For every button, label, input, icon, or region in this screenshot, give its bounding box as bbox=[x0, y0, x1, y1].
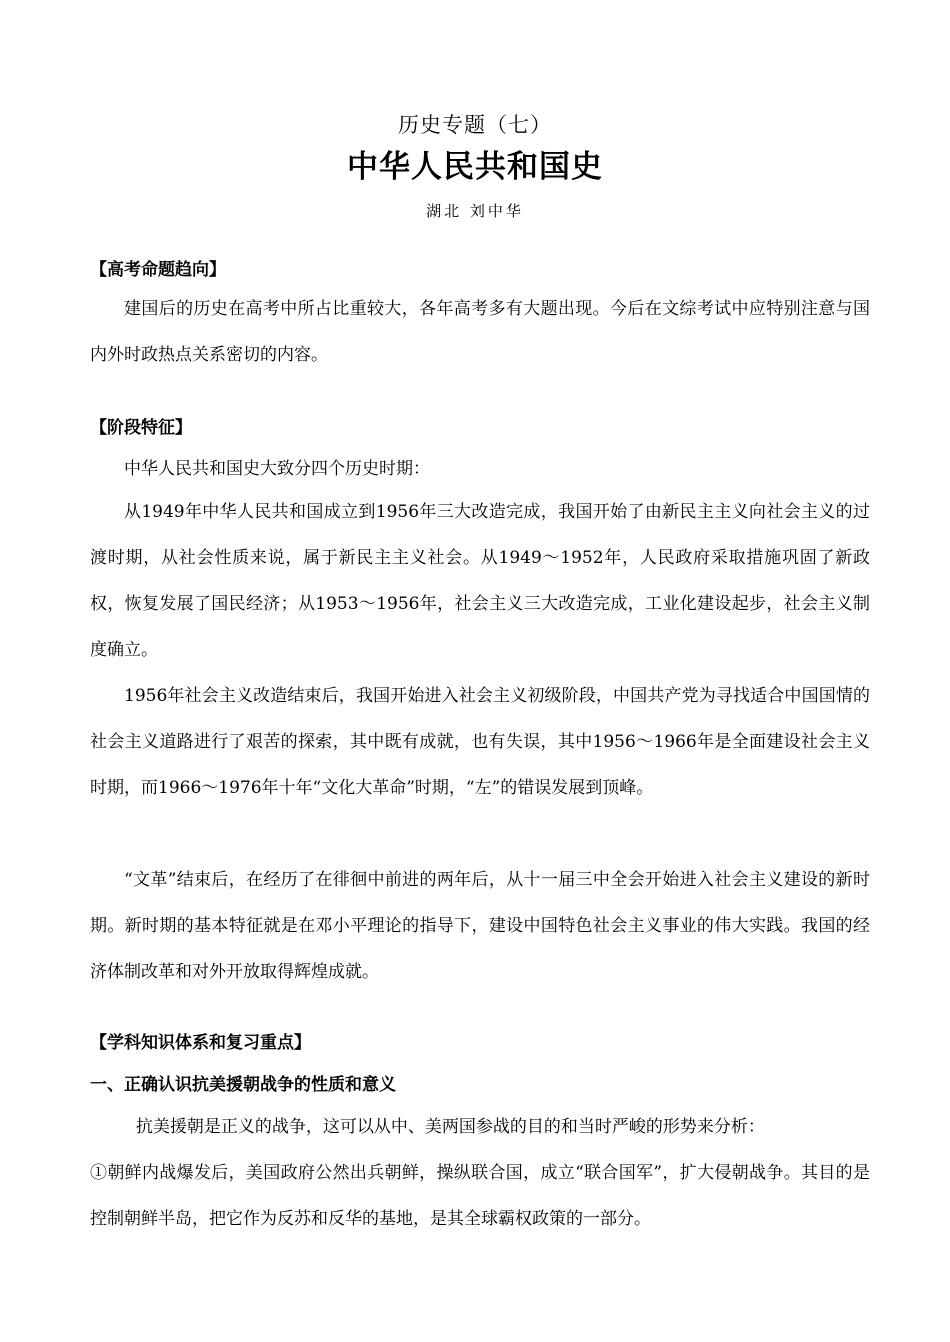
paragraph-knowledge-1: 抗美援朝是正义的战争，这可以从中、美两国参战的目的和当时严峻的形势来分析： bbox=[135, 1117, 765, 1137]
document-title: 中华人民共和国史 bbox=[347, 149, 603, 185]
document-subtitle: 历史专题（七） bbox=[398, 113, 552, 137]
paragraph-stages-3: 1956年社会主义改造结束后，我国开始进入社会主义初级阶段，中国共产党为寻找适合中国国情的社会主义道路进行了艰苦的探索，其中既有成就，也有失误，其中1956～1966年是全面建设社会主义时期，而1966～1976年十年“文化大革命”时期，“左”的错误发展到顶峰。 bbox=[90, 686, 870, 798]
section-heading-stages: 【阶段特征】 bbox=[90, 418, 192, 438]
document-author: 湖北 刘中华 bbox=[426, 202, 524, 220]
paragraph-stages-2: 从1949年中华人民共和国成立到1956年三大改造完成，我国开始了由新民主主义向社会主义的过渡时期，从社会性质来说，属于新民主主义社会。从1949～1952年，人民政府采取措施巩固了新政权，恢复发展了国民经济；从1953～1956年，社会主义三大改造完成，工业化建设起步，社会主义制度确立。 bbox=[90, 502, 870, 660]
paragraph-knowledge-2: ①朝鲜内战爆发后，美国政府公然出兵朝鲜，操纵联合国，成立“联合国军”，扩大侵朝战争。其目的是控制朝鲜半岛，把它作为反苏和反华的基地，是其全球霸权政策的一部分。 bbox=[90, 1163, 870, 1229]
paragraph-stages-1: 中华人民共和国史大致分四个历史时期： bbox=[124, 459, 430, 479]
paragraph-trend-1: 建国后的历史在高考中所占比重较大，各年高考多有大题出现。今后在文综考试中应特别注意与国内外时政热点关系密切的内容。 bbox=[90, 299, 870, 365]
subheading-korean-war: 一、正确认识抗美援朝战争的性质和意义 bbox=[90, 1075, 396, 1095]
section-heading-knowledge: 【学科知识体系和复习重点】 bbox=[90, 1033, 311, 1053]
paragraph-stages-4: “文革”结束后，在经历了在徘徊中前进的两年后，从十一届三中全会开始进入社会主义建设的新时期。新时期的基本特征就是在邓小平理论的指导下，建设中国特色社会主义事业的伟大实践。我国的经济体制改革和对外开放取得辉煌成就。 bbox=[90, 870, 870, 982]
section-heading-trend: 【高考命题趋向】 bbox=[90, 260, 226, 280]
